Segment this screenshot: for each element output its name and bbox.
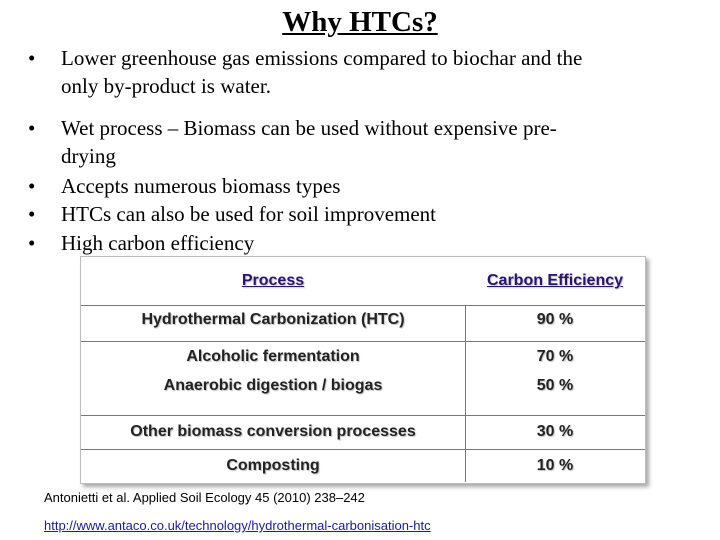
efficiency-cell: 50 % — [536, 377, 574, 394]
process-cell: Other biomass conversion processes — [130, 423, 416, 440]
citation: Antonietti et al. Applied Soil Ecology 45 (2010) 238–242 — [44, 490, 365, 505]
bullet-text: High carbon efficiency — [61, 231, 255, 255]
bullet-text: Lower greenhouse gas emissions compared to biochar and the — [61, 46, 583, 70]
bullet-text: Wet process – Biomass can be used without expensive pre- — [61, 116, 557, 140]
bullet-text: Accepts numerous biomass types — [61, 174, 341, 198]
efficiency-cell: 10 % — [536, 457, 574, 474]
bullet-mark: • — [28, 202, 36, 226]
bullet-mark: • — [28, 174, 36, 198]
efficiency-cell: 70 % — [536, 348, 574, 365]
header-process: Process — [241, 272, 305, 289]
bullet-text: only by-product is water. — [61, 74, 271, 98]
table-divider — [81, 305, 645, 306]
bullet-mark: • — [28, 46, 36, 70]
table-divider — [81, 341, 645, 342]
carbon-efficiency-table — [80, 256, 646, 484]
process-cell: Hydrothermal Carbonization (HTC) — [141, 311, 405, 328]
process-cell: Alcoholic fermentation — [186, 348, 360, 365]
efficiency-cell: 30 % — [536, 423, 574, 440]
table-divider — [81, 415, 645, 416]
bullet-text: drying — [61, 144, 116, 168]
efficiency-cell: 90 % — [536, 311, 574, 328]
source-link[interactable]: http://www.antaco.co.uk/technology/hydrothermal-carbonisation-htc — [44, 518, 431, 533]
process-cell: Composting — [226, 457, 320, 474]
slide-title: Why HTCs? — [282, 6, 438, 38]
bullet-mark: • — [28, 231, 36, 255]
table-divider — [81, 449, 645, 450]
header-carbon-efficiency: Carbon Efficiency — [486, 272, 624, 289]
bullet-text: HTCs can also be used for soil improvement — [61, 202, 437, 226]
process-cell: Anaerobic digestion / biogas — [163, 377, 383, 394]
bullet-mark: • — [28, 116, 36, 140]
